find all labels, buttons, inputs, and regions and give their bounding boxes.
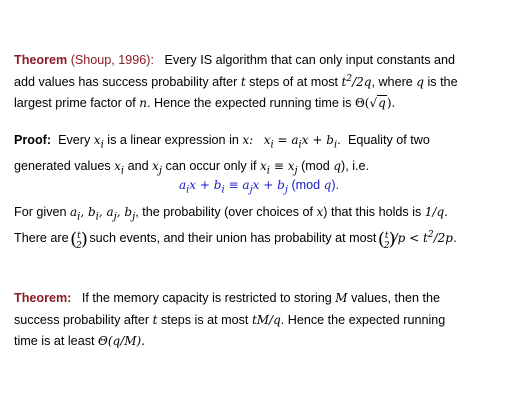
proof-text-2b: and bbox=[127, 158, 149, 173]
proof-text-4a: For given bbox=[14, 205, 67, 219]
proof-math-ai-bi-aj-bj: $a_i$, $b_i$, $a_j$, $b_j$ bbox=[70, 205, 136, 223]
theorem2-text-2c: . Hence the expected running bbox=[280, 312, 446, 327]
proof-math-xi-2: $x_i$ bbox=[114, 158, 125, 177]
proof-text-5a: There are bbox=[14, 230, 69, 245]
proof-math-x-colon: x: bbox=[242, 133, 254, 147]
theorem1-text-2b: steps of at most bbox=[249, 74, 339, 89]
proof-math-xi: $x_i$ bbox=[93, 133, 104, 151]
theorem2-line2 bbox=[14, 310, 504, 332]
proof-math-tail: $/p < t^2/2p$. bbox=[393, 229, 457, 245]
proof-text-5b: such events, and their union has probability at most bbox=[89, 230, 377, 245]
proof-text-1c: Equality of two bbox=[347, 133, 430, 147]
proof-line5 bbox=[14, 228, 504, 253]
proof-text-2e: ), i.e. bbox=[341, 158, 369, 173]
proof-text-2c: can occur only if bbox=[165, 158, 257, 173]
proof-equation: $a_ix + b_i \equiv a_jx + b_j$ (mod q). bbox=[178, 178, 340, 196]
theorem1-keyword: Theorem bbox=[14, 53, 68, 67]
proof-math-x-2: x bbox=[316, 205, 324, 219]
proof-math-xi-equiv-xj: $x_i \equiv x_j$ bbox=[260, 158, 298, 177]
theorem1-math-t2: $t^2/2q$ bbox=[341, 73, 372, 89]
proof-line1 bbox=[14, 130, 504, 156]
theorem2-math-tMq: tM/q bbox=[251, 312, 281, 327]
proof-block-2 bbox=[14, 202, 504, 253]
theorem1-math-theta-sqrt: Θ(√q). bbox=[354, 96, 396, 110]
proof-text-1a: Every bbox=[58, 133, 91, 147]
proof-text-2d: (mod bbox=[301, 158, 330, 173]
theorem1-text-2a: add values has success probability after bbox=[14, 74, 238, 89]
proof-math-binom-1: ( t 2 ) bbox=[70, 228, 88, 251]
proof-text-1b: is a linear expression in bbox=[107, 133, 239, 147]
theorem1-line3 bbox=[14, 93, 504, 115]
theorem2-text-2a: success probability after bbox=[14, 312, 150, 327]
proof-math-1q: 1/q. bbox=[424, 205, 448, 219]
proof-math-linear-expr: $x_i = a_ix + b_i$. bbox=[263, 133, 341, 151]
theorem2-text-1b: values, then the bbox=[351, 291, 440, 305]
theorem1-text-2c: , where bbox=[371, 74, 413, 89]
proof-line4 bbox=[14, 202, 504, 228]
theorem1-text-3a: largest prime factor of bbox=[14, 96, 136, 110]
theorem2-line3 bbox=[14, 331, 504, 353]
theorem2-text-2b: steps is at most bbox=[160, 312, 249, 327]
theorem2-text-3a: time is at least bbox=[14, 334, 95, 348]
theorem1-math-q: q bbox=[416, 74, 424, 89]
theorem1-citation: (Shoup, 1996): bbox=[70, 53, 155, 67]
theorem2-keyword: Theorem: bbox=[14, 291, 72, 305]
theorem2-text-1a: If the memory capacity is restricted to storing bbox=[81, 291, 332, 305]
theorem1-math-t: t bbox=[240, 74, 246, 89]
theorem2-math-theta: Θ(q/M). bbox=[98, 334, 146, 348]
proof-math-q: q bbox=[333, 158, 341, 173]
theorem1-text-1: Every IS algorithm that can only input constants and bbox=[164, 53, 456, 67]
proof-keyword: Proof: bbox=[14, 133, 52, 147]
theorem-memory-block bbox=[14, 288, 504, 353]
proof-text-4c: ) that this holds is bbox=[323, 205, 422, 219]
proof-text-4b: , the probability (over choices of bbox=[135, 205, 314, 219]
theorem1-line1 bbox=[14, 50, 504, 72]
theorem1-text-3b: . Hence the expected running time is bbox=[147, 96, 352, 110]
theorem2-math-M: M bbox=[335, 291, 348, 305]
theorem1-line2 bbox=[14, 72, 504, 94]
theorem2-math-t: t bbox=[152, 312, 158, 327]
theorem-shoup-block bbox=[14, 50, 504, 115]
proof-math-binom-2: ( t 2 ) bbox=[377, 228, 396, 251]
proof-text-2a: generated values bbox=[14, 158, 111, 173]
proof-block bbox=[14, 130, 504, 182]
theorem1-text-2d: is the bbox=[427, 74, 458, 89]
proof-math-xj: $x_j$ bbox=[152, 158, 163, 177]
theorem2-line1 bbox=[14, 288, 504, 310]
theorem1-math-n: n bbox=[139, 96, 148, 110]
